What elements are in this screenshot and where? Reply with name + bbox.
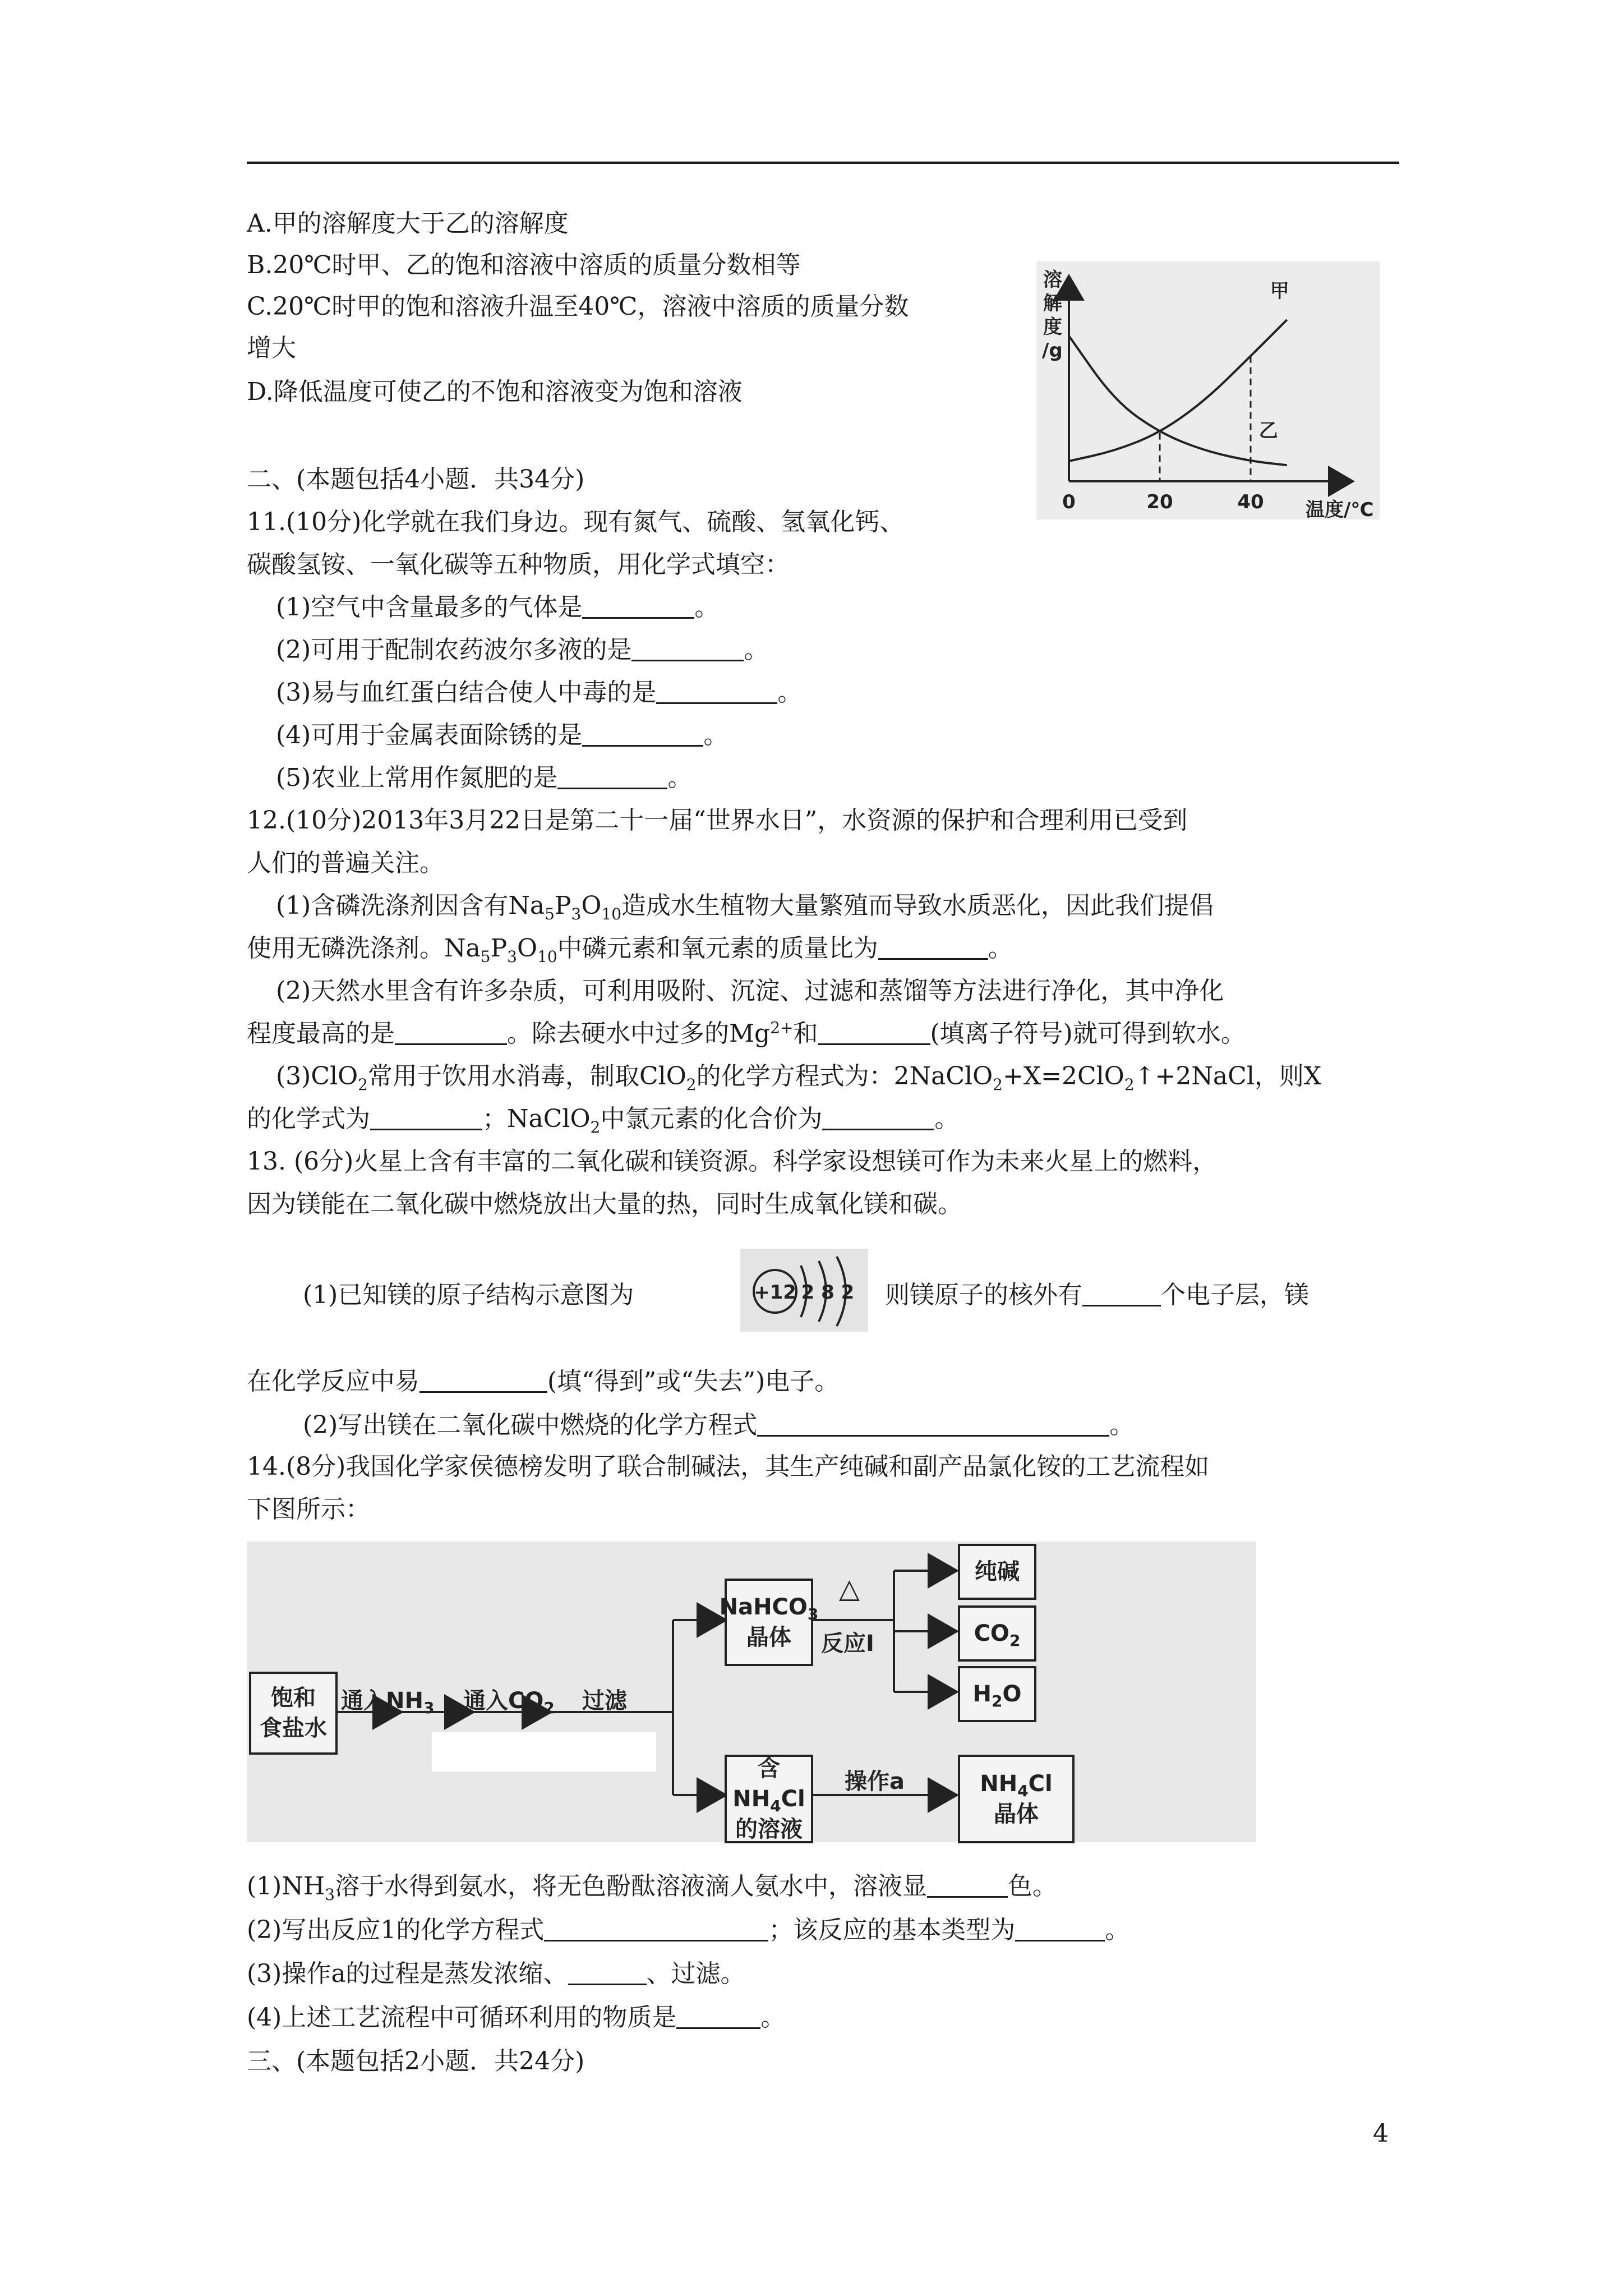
q13-part-1c: 在化学反应中易 (填“得到”或“失去”)电子。 (247, 1364, 839, 1399)
answer-blank[interactable] (878, 932, 988, 960)
q13-stem-1: 13. (6分)火星上含有丰富的二氧化碳和镁资源。科学家设想镁可作为未来火星上的燃料， (247, 1147, 1218, 1176)
answer-blank[interactable] (676, 2001, 760, 2029)
add-co2-label: 通入$CO_2$ (463, 1688, 555, 1717)
q14-part-3: (3)操作a的过程是蒸发浓缩、 、过滤。 (247, 1957, 745, 1991)
q12-part-3-line1: (3)ClO$_2$常用于饮用水消毒，制取ClO$_2$的化学方程式为：2NaClO$_2$+X=2ClO$_2$↑+2NaCl，则X (276, 1062, 1322, 1094)
answer-blank[interactable] (370, 1103, 482, 1130)
answer-blank[interactable] (419, 1365, 547, 1393)
answer-blank[interactable] (656, 677, 777, 704)
q12-part-2-line1: (2)天然水里含有许多杂质，可利用吸附、沉淀、过滤和蒸馏等方法进行净化，其中净化 (276, 977, 1224, 1005)
nh4cl-solution-box: 含$NH_4Cl$ 的溶液 (725, 1755, 813, 1843)
q14-part-1: $(1)NH_3$溶于水得到氨水，将无色酚酞溶液滴人氨水中，溶液显 色。 (247, 1869, 1057, 1904)
q14-stem-2: 下图所示： (247, 1495, 370, 1524)
series-label-yi: 乙 (1258, 420, 1278, 443)
q12-part-2-line2: 程度最高的是 。除去硬水中过多的$Mg^{2+}$和 (填离子符号)就可得到软水。 (247, 1018, 1246, 1048)
q11-part-5: (5)农业上常用作氮肥的是 。 (276, 761, 692, 795)
add-nh3-label: 通入$NH_3$ (341, 1688, 435, 1717)
answer-blank[interactable] (582, 719, 703, 747)
operation-a-label: 操作a (845, 1769, 905, 1795)
solubility-chart-svg (1036, 261, 1380, 519)
q10-option-a: A.甲的溶解度大于乙的溶解度 (247, 209, 569, 238)
nucleus-charge: +12 (754, 1281, 796, 1304)
q10-option-d: D.降低温度可使乙的不饱和溶液变为饱和溶液 (247, 378, 743, 406)
answer-blank[interactable] (818, 1018, 930, 1045)
q10-option-c-line2: 增大 (247, 334, 296, 362)
mg-atom-svg (740, 1249, 868, 1332)
q11-part-3-text: (3)易与血红蛋白结合使人中毒的是 (276, 678, 657, 707)
saturated-brine-box: 饱和 食盐水 (249, 1672, 338, 1755)
q13-stem-2: 因为镁能在二氧化碳中燃烧放出大量的热，同时生成氧化镁和碳。 (247, 1190, 962, 1218)
filter-label: 过滤 (582, 1688, 627, 1714)
answer-blank[interactable] (544, 1914, 768, 1941)
chart-ylabel-1: 溶 (1043, 269, 1062, 291)
q12-part-1-line1: (1)含磷洗涤剂因含有$Na_5P_3O_{10}$造成水生植物大量繁殖而导致水质恶化，因此我们提倡 (276, 891, 1214, 923)
answer-blank[interactable] (822, 1103, 934, 1130)
co2-box: $CO_2$ (958, 1605, 1036, 1662)
nh4cl-crystal-box: $NH_4Cl$ 晶体 (958, 1755, 1075, 1843)
answer-blank[interactable] (395, 1018, 507, 1045)
answer-blank[interactable] (1082, 1279, 1161, 1306)
answer-blank[interactable] (568, 1958, 647, 1985)
solubility-chart (1036, 261, 1380, 519)
q11-part-1-text: (1)空气中含量最多的气体是 (276, 593, 583, 622)
mg-atom-diagram (740, 1249, 868, 1332)
chart-xlabel: 温度/℃ (1306, 499, 1374, 519)
q12-stem-1: 12.(10分)2013年3月22日是第二十一届“世界水日”，水资源的保护和合理利用已受到 (247, 806, 1188, 835)
x-tick-label-20: 20 (1146, 491, 1173, 513)
reaction-1-label: 反应Ⅰ (821, 1631, 874, 1657)
q11-part-3: (3)易与血红蛋白结合使人中毒的是 。 (276, 675, 802, 710)
series-line-yi (1069, 336, 1287, 465)
nahco3-crystal-box: NaHCO$_3$ 晶体 (725, 1579, 813, 1666)
q12-part-3-line2: 的化学式为 ；NaClO$_2$中氯元素的化合价为 。 (247, 1102, 959, 1137)
q12-part-1-line2: 使用无磷洗涤剂。$Na_5P_3O_{10}$中磷元素和氧元素的质量比为 。 (247, 931, 1013, 966)
electron-counts: 2 8 2 (801, 1281, 855, 1304)
q14-part-2: (2)写出反应1的化学方程式 ；该反应的基本类型为 。 (247, 1913, 1129, 1948)
answer-blank[interactable] (1015, 1914, 1105, 1941)
q11-part-5-text: (5)农业上常用作氮肥的是 (276, 763, 558, 792)
answer-blank[interactable] (757, 1409, 1109, 1437)
series-label-jia: 甲 (1270, 280, 1289, 302)
q10-option-c-line1: C.20℃时甲的饱和溶液升温至40℃，溶液中溶质的质量分数 (247, 292, 909, 321)
answer-blank[interactable] (631, 634, 744, 661)
q14-stem-1: 14.(8分)我国化学家侯德榜发明了联合制碱法，其生产纯碱和副产品氯化铵的工艺流程如 (247, 1452, 1210, 1481)
soda-ash-box: 纯碱 (958, 1544, 1036, 1600)
section-3-heading: 三、(本题包括2小题．共24分) (247, 2047, 585, 2076)
q11-part-2-text: (2)可用于配制农药波尔多液的是 (276, 636, 632, 664)
answer-blank[interactable] (927, 1870, 1008, 1898)
section-2-heading: 二、(本题包括4小题．共34分) (247, 465, 585, 494)
answer-blank[interactable] (582, 591, 694, 619)
q11-part-1: (1)空气中含量最多的气体是 。 (276, 590, 719, 625)
q11-part-4-text: (4)可用于金属表面除锈的是 (276, 721, 583, 749)
h2o-box: $H_2O$ (958, 1666, 1036, 1722)
q11-stem-2: 碳酸氢铵、一氧化碳等五种物质，用化学式填空： (247, 550, 790, 579)
blank-patch (432, 1732, 656, 1772)
x-tick-label-40: 40 (1237, 491, 1264, 513)
q14-part-4: (4)上述工艺流程中可循环利用的物质是 。 (247, 2000, 785, 2035)
chart-ylabel-3: 度 (1043, 316, 1062, 338)
q12-stem-2: 人们的普遍关注。 (247, 849, 444, 877)
q11-part-4: (4)可用于金属表面除锈的是 。 (276, 718, 728, 753)
q13-part-1a: (1)已知镁的原子结构示意图为 (303, 1281, 634, 1309)
heat-symbol: △ (839, 1573, 860, 1604)
q11-stem-1: 11.(10分)化学就在我们身边。现有氮气、硫酸、氢氧化钙、 (247, 508, 905, 536)
q13-part-1b: 则镁原子的核外有 个电子层，镁 (885, 1278, 1309, 1313)
q10-option-b: B.20℃时甲、乙的饱和溶液中溶质的质量分数相等 (247, 251, 801, 279)
chart-ylabel-4: /g (1042, 339, 1063, 362)
answer-blank[interactable] (557, 762, 667, 789)
q11-part-2: (2)可用于配制农药波尔多液的是 。 (276, 633, 768, 668)
page-number: 4 (1373, 2119, 1389, 2148)
header-rule (247, 162, 1399, 164)
process-flow-diagram (247, 1542, 1256, 1842)
q13-part-2: (2)写出镁在二氧化碳中燃烧的化学方程式 。 (303, 1408, 1134, 1443)
x-tick-label-0: 0 (1062, 491, 1076, 513)
chart-ylabel-2: 解 (1043, 292, 1062, 315)
